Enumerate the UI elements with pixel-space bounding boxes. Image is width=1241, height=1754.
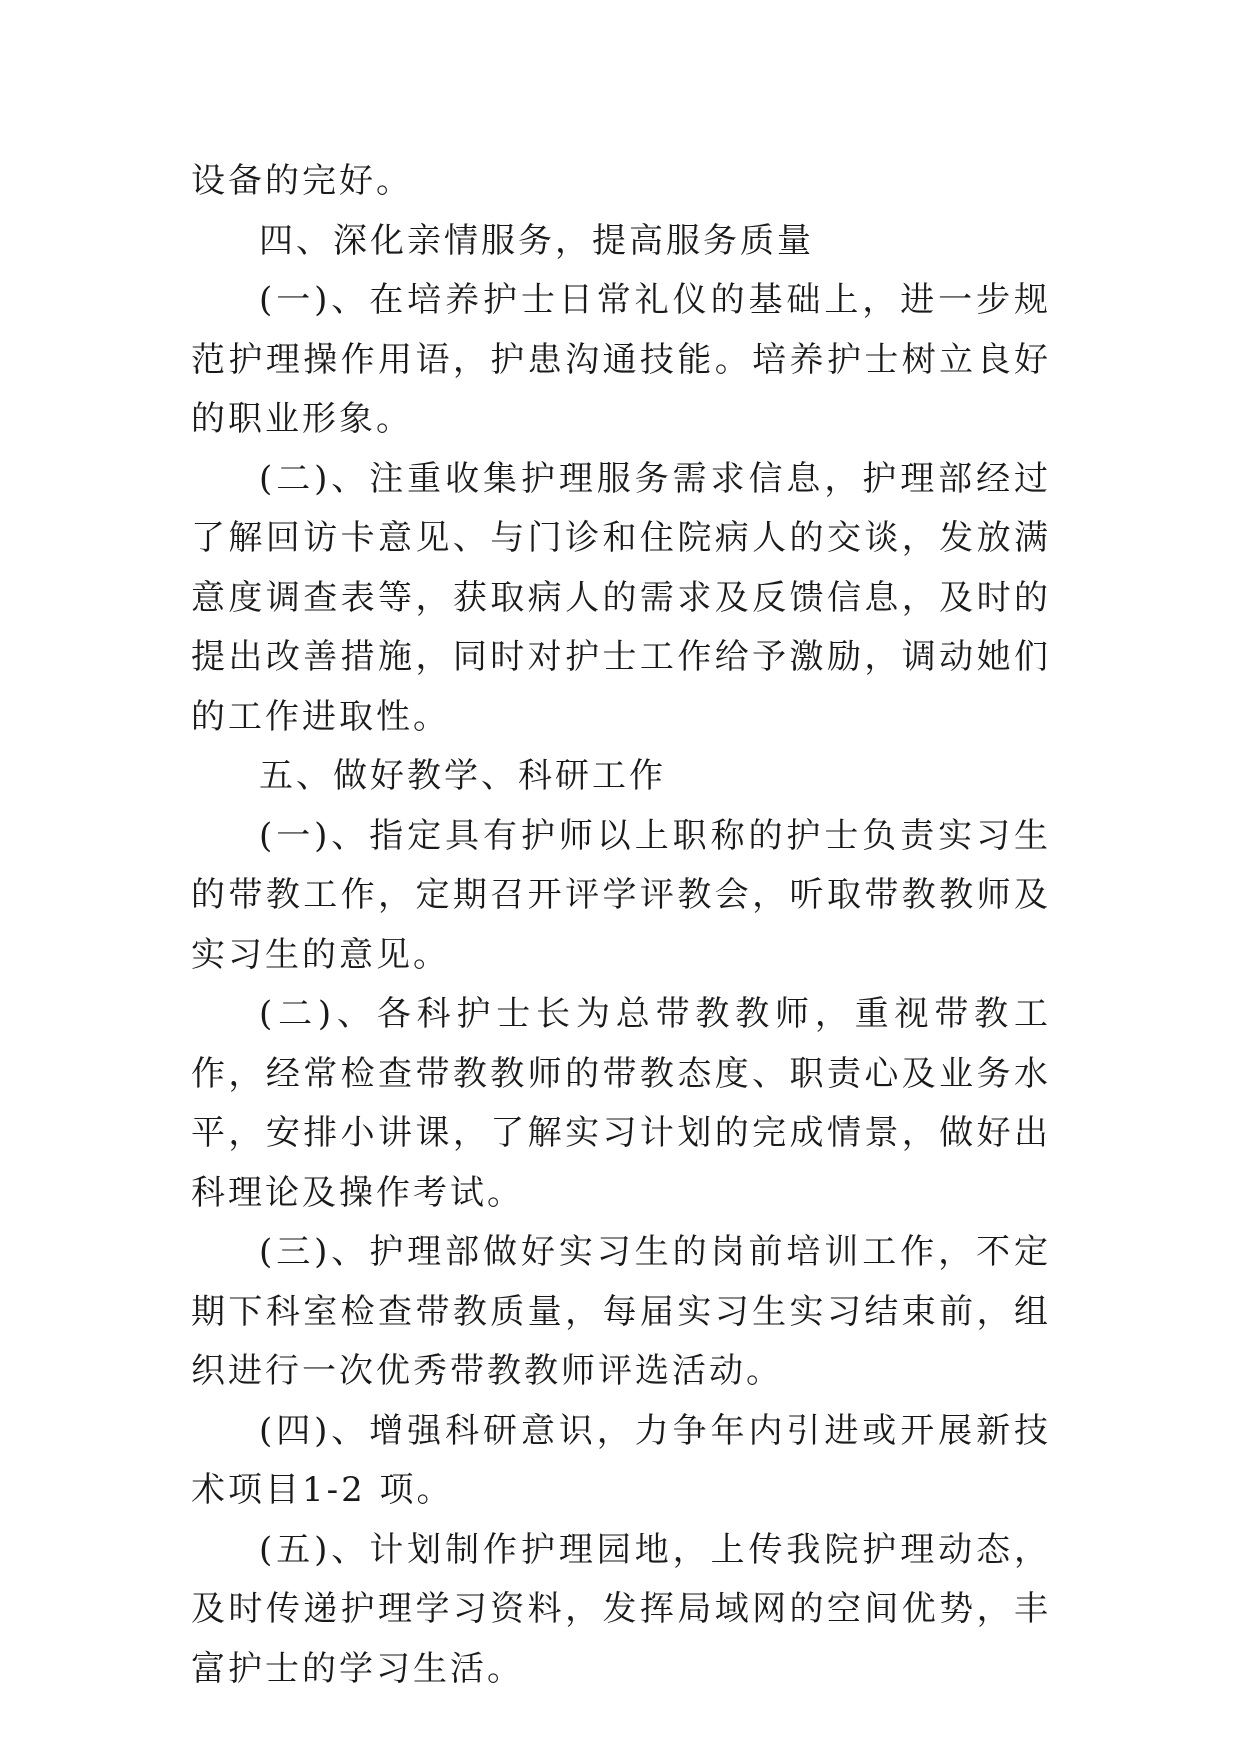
paragraph-five-one: (一)、指定具有护师以上职称的护士负责实习生的带教工作，定期召开评学评教会，听取带教教师及实习生的意见。 <box>191 815 1051 975</box>
paragraph-four-one: (一)、在培养护士日常礼仪的基础上，进一步规范护理操作用语，护患沟通技能。培养护士树立良好的职业形象。 <box>191 280 1051 439</box>
paragraph-continuation: 设备的完好。 <box>191 161 413 201</box>
section-heading-five: 五、做好教学、科研工作 <box>259 756 666 796</box>
section-heading-four: 四、深化亲情服务，提高服务质量 <box>259 220 814 261</box>
document-body <box>191 152 1051 1699</box>
paragraph-five-five: (五)、计划制作护理园地，上传我院护理动态，及时传递护理学习资料，发挥局域网的空间优势，丰富护士的学习生活。 <box>191 1529 1051 1689</box>
paragraph-five-four: (四)、增强科研意识，力争年内引进或开展新技术项目1-2 项。 <box>191 1410 1051 1510</box>
paragraph-five-three: (三)、护理部做好实习生的岗前培训工作，不定期下科室检查带教质量，每届实习生实习结束前，组织进行一次优秀带教教师评选活动。 <box>191 1232 1051 1391</box>
paragraph-four-two: (二)、注重收集护理服务需求信息，护理部经过了解回访卡意见、与门诊和住院病人的交谈，发放满意度调查表等，获取病人的需求及反馈信息，及时的提出改善措施，同时对护士工作给予激励，调动她们的工作进取性。 <box>191 458 1051 737</box>
paragraph-five-two: (二)、各科护士长为总带教教师，重视带教工作，经常检查带教教师的带教态度、职责心及业务水平，安排小讲课，了解实习计划的完成情景，做好出科理论及操作考试。 <box>191 994 1051 1213</box>
